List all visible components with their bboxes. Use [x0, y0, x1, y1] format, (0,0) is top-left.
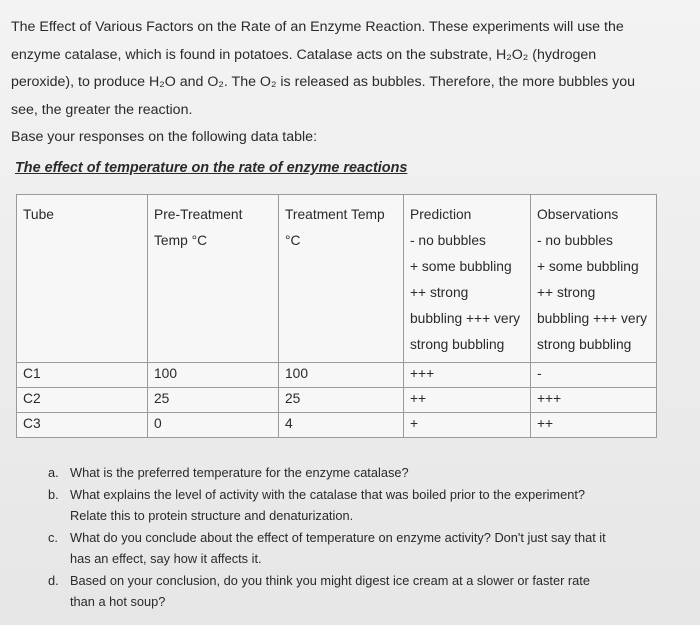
cell-treatment-temp: 25 — [279, 388, 404, 413]
table-title: The effect of temperature on the rate of enzyme reactions — [15, 160, 408, 176]
question-letter: c. — [48, 529, 58, 545]
table-row — [17, 413, 657, 438]
header-text: + some bubbling — [537, 259, 639, 274]
intro-paragraph — [11, 14, 671, 152]
table-header-row — [17, 195, 657, 363]
cell-observation: +++ — [531, 388, 657, 413]
question-letter: a. — [48, 465, 59, 480]
question-line: than a hot soup? — [70, 594, 166, 609]
question-item — [48, 462, 658, 484]
question-item — [48, 484, 658, 527]
question-letter: d. — [48, 572, 59, 588]
cell-pre-temp: 25 — [148, 388, 279, 413]
table-row — [17, 388, 657, 413]
table-row — [17, 363, 657, 388]
data-table — [16, 194, 657, 438]
header-text: bubbling +++ very — [410, 311, 521, 326]
cell-pre-temp: 100 — [148, 363, 279, 388]
header-text: Treatment Temp — [285, 207, 385, 222]
header-text: - no bubbles — [410, 233, 486, 248]
question-line: What explains the level of activity with the catalase that was boiled prior to the experiment? — [70, 486, 585, 502]
question-list — [48, 462, 658, 613]
cell-observation: - — [531, 363, 657, 388]
question-line: Relate this to protein structure and denaturization. — [70, 508, 354, 523]
header-text: - no bubbles — [537, 233, 613, 248]
cell-observation: ++ — [531, 413, 657, 438]
question-letter: b. — [48, 486, 59, 502]
header-text: bubbling +++ very — [537, 311, 648, 326]
header-text: ++ strong — [410, 285, 469, 300]
cell-pre-temp: 0 — [148, 413, 279, 438]
header-tube — [17, 195, 148, 363]
header-observations — [531, 195, 657, 363]
header-pre-treatment — [148, 195, 279, 363]
cell-tube: C1 — [17, 363, 148, 388]
header-text: + some bubbling — [410, 259, 512, 274]
intro-line: peroxide), to produce H₂O and O₂. The O₂ is released as bubbles. Therefore, the more bubbles you — [11, 74, 636, 90]
cell-treatment-temp: 4 — [279, 413, 404, 438]
cell-prediction: +++ — [404, 363, 531, 388]
header-text: Temp °C — [154, 233, 208, 248]
intro-line: Base your responses on the following data table: — [11, 129, 318, 145]
header-text: strong bubbling — [537, 337, 632, 352]
intro-line: The Effect of Various Factors on the Rate of an Enzyme Reaction. These experiments will use the — [11, 19, 624, 35]
header-text: ++ strong — [537, 285, 596, 300]
cell-prediction: + — [404, 413, 531, 438]
question-text — [70, 527, 658, 570]
cell-prediction: ++ — [404, 388, 531, 413]
header-text: °C — [285, 233, 301, 248]
question-text — [70, 570, 658, 613]
intro-line: enzyme catalase, which is found in potatoes. Catalase acts on the substrate, H₂O₂ (hydrogen — [11, 46, 597, 63]
cell-treatment-temp: 100 — [279, 363, 404, 388]
header-text: Observations — [537, 207, 619, 222]
header-text: Prediction — [410, 207, 472, 222]
question-text — [70, 462, 658, 484]
header-text: Pre-Treatment — [154, 207, 243, 222]
question-text — [70, 484, 658, 527]
question-item — [48, 570, 658, 613]
question-item — [48, 527, 658, 570]
header-text: strong bubbling — [410, 337, 505, 352]
intro-line: see, the greater the reaction. — [11, 101, 193, 118]
header-text: Tube — [23, 207, 54, 222]
header-prediction — [404, 195, 531, 363]
question-line: What do you conclude about the effect of temperature on enzyme activity? Don't just say that it — [70, 529, 606, 545]
question-line: What is the preferred temperature for the enzyme catalase? — [70, 465, 409, 480]
cell-tube: C3 — [17, 413, 148, 438]
cell-tube: C2 — [17, 388, 148, 413]
question-line: has an effect, say how it affects it. — [70, 551, 262, 566]
question-line: Based on your conclusion, do you think you might digest ice cream at a slower or faster rate — [70, 572, 590, 588]
header-treatment — [279, 195, 404, 363]
